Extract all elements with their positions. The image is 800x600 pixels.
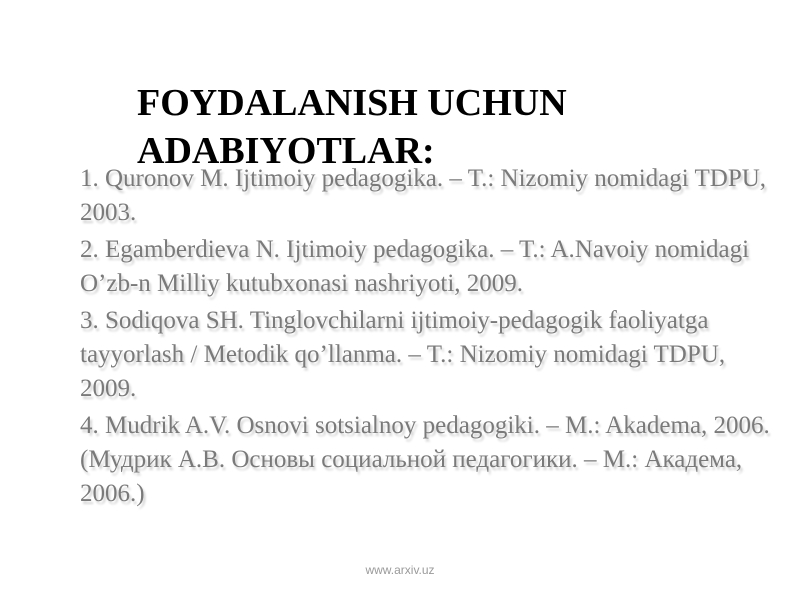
reference-item: 3. Sodiqova SH. Tinglovchilarni ijtimoiy-pedagogik faoliyatga tayyorlash / Metodik qo’llanma. – T.: Nizomiy nomidagi TDPU, 2009. — [80, 307, 726, 402]
reference-item: 4. Mudrik A.V. Osnovi sotsialnoy pedagogiki. – M.: Akadema, 2006. (Мудрик А.В. Основы социальной педагогики. – М.: Академа, 2006.) — [80, 412, 770, 507]
reference-item: 1. Quronov M. Ijtimoiy pedagogika. – T.: Nizomiy nomidagi TDPU, 2003. — [80, 165, 767, 226]
reference-list — [80, 162, 770, 514]
slide-title: FOYDALANISH UCHUN ADABIYOTLAR: — [137, 82, 567, 172]
footer-website: www.arxiv.uz — [365, 563, 435, 577]
reference-item: 2. Egamberdieva N. Ijtimoiy pedagogika. – T.: A.Navoiy nomidagi O’zb-n Milliy kutubxonasi nashriyoti, 2009. — [80, 236, 750, 297]
